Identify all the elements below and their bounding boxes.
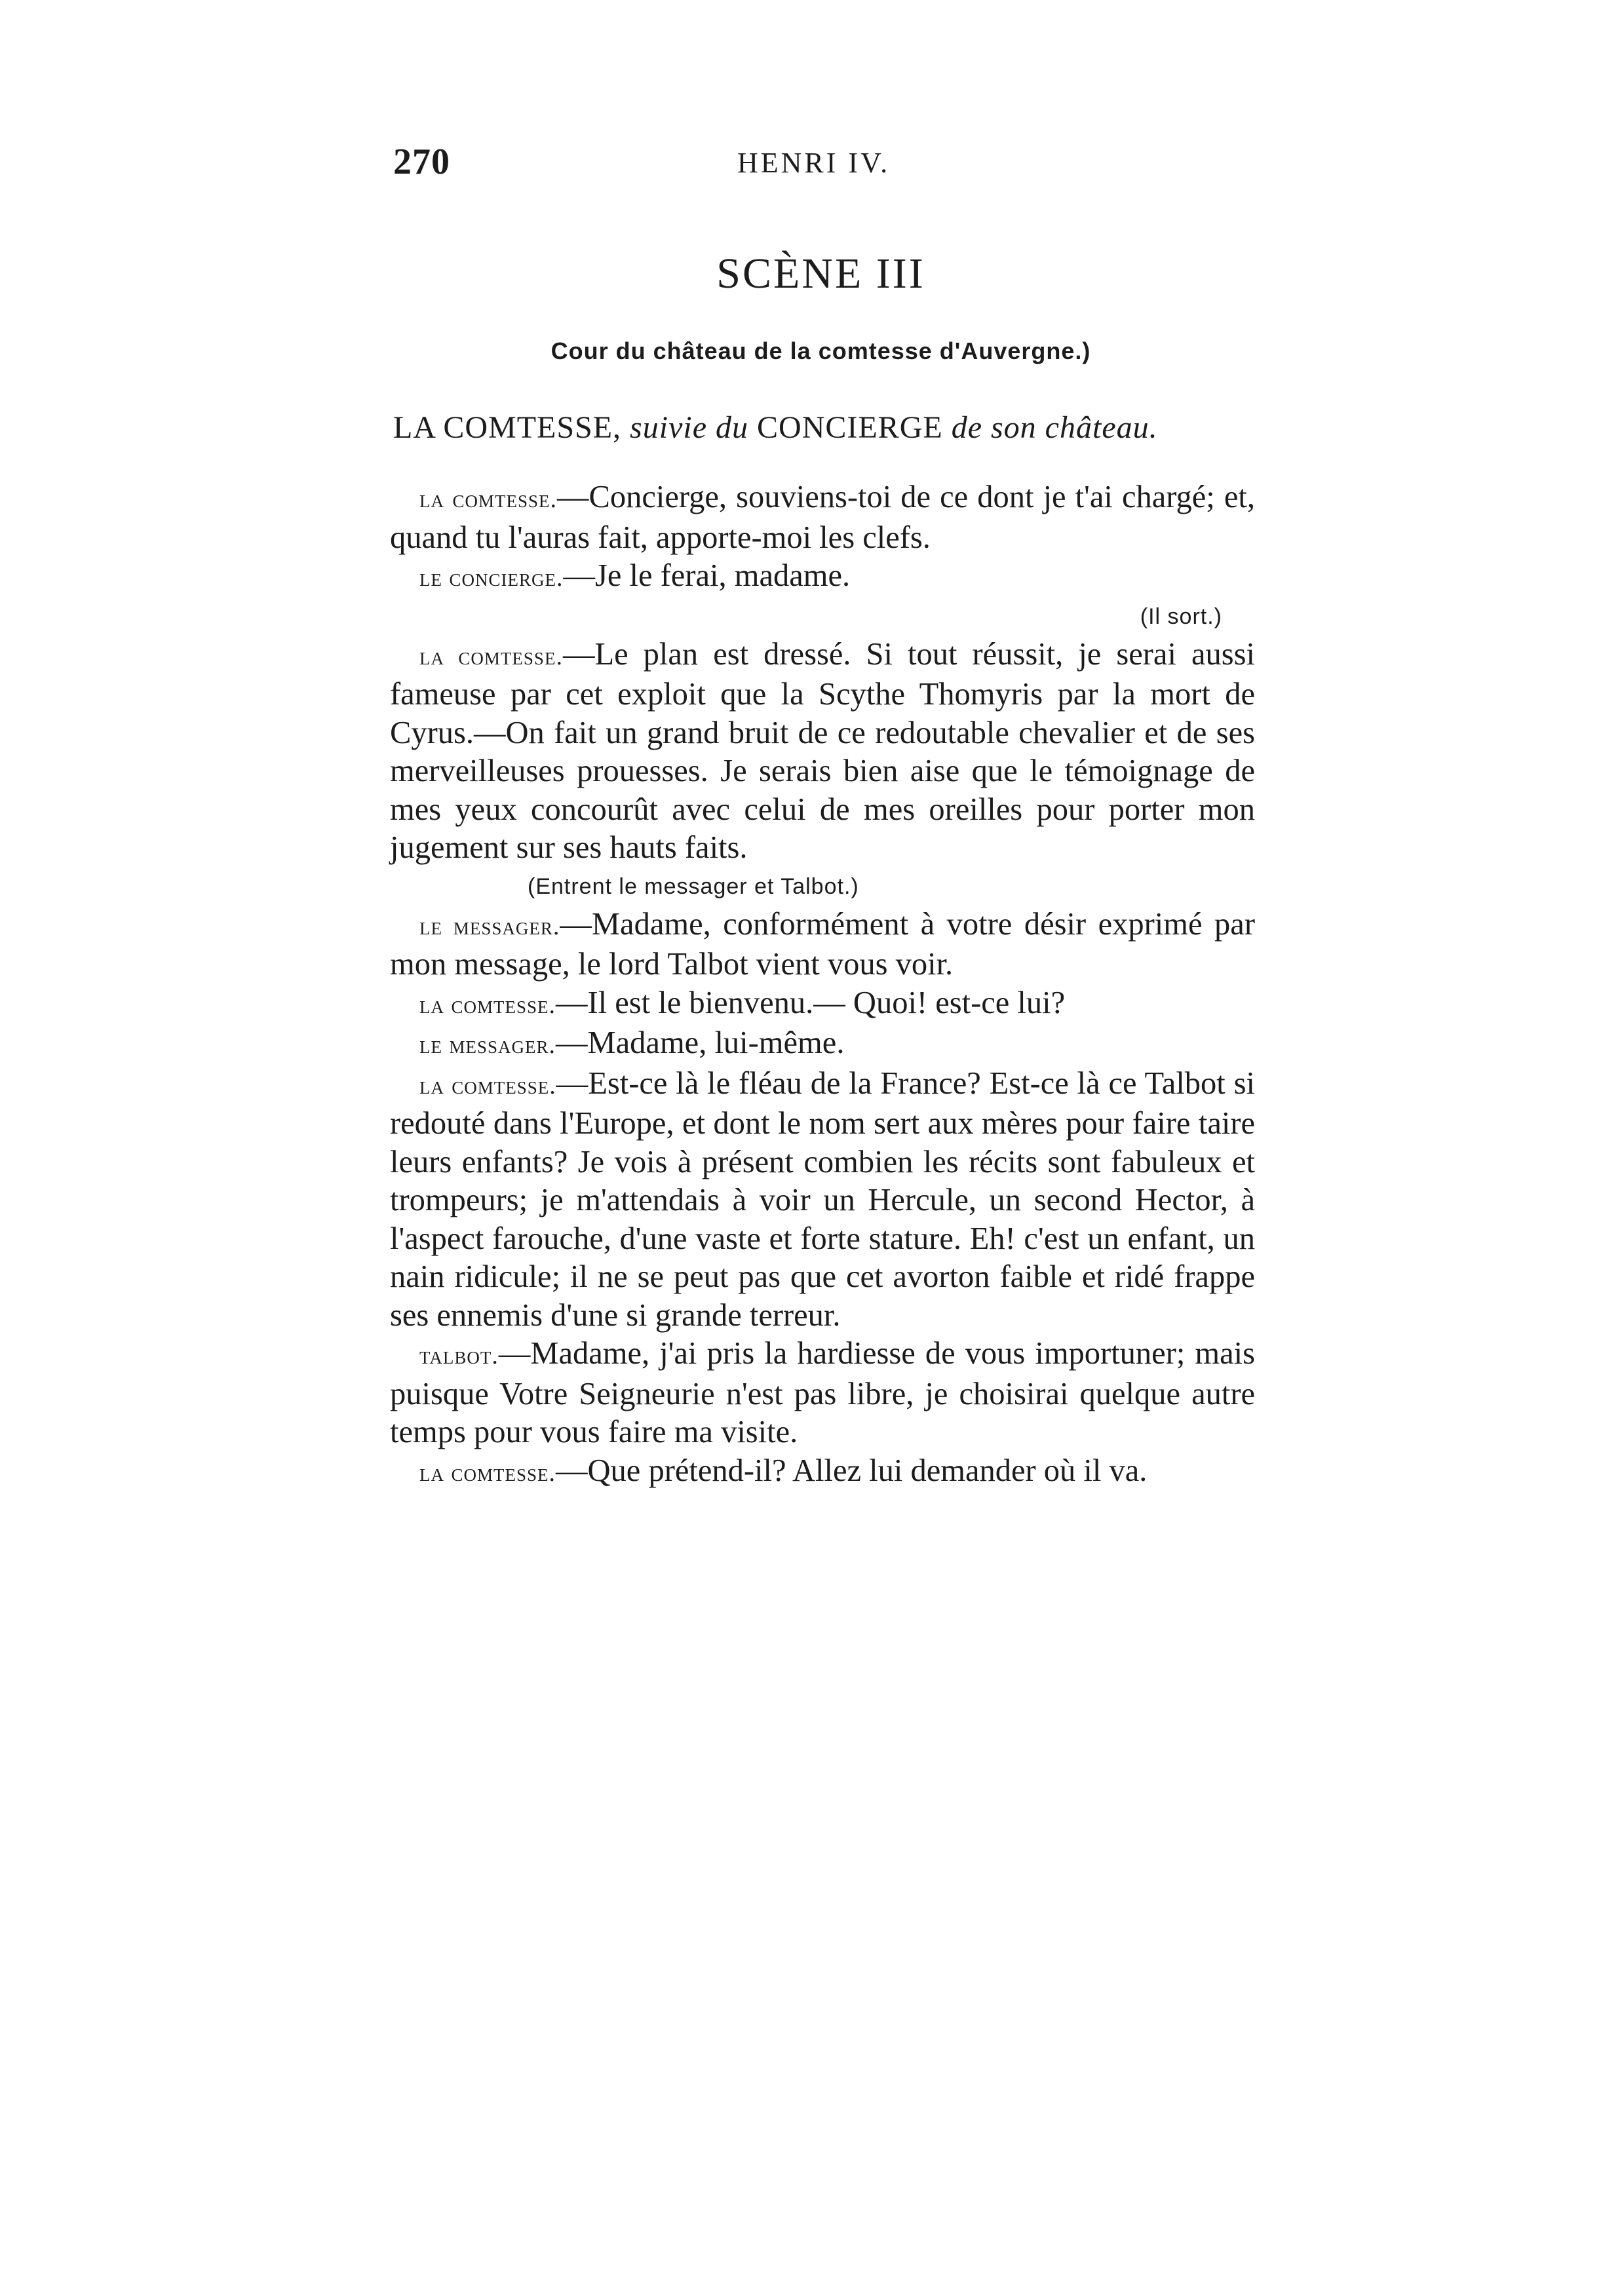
speech-text: —Le plan est dressé. Si tout réussit, je serai aussi fameuse par cet exploit que la Scythe Thomyris par la mort de Cyrus.—On fait un grand bruit de ce redoutable chevalier et de ses merveilleuses prouesses. Je serais bien aise que le témoignage de mes yeux concourût avec celui de mes oreilles pour porter mon jugement sur ses hauts faits.: [390, 636, 1255, 865]
stage-direction: (Entrent le messager et Talbot.): [528, 873, 859, 899]
scene-setting: Cour du château de la comtesse d'Auvergne.): [550, 337, 1091, 364]
dialogue-entry: [390, 636, 1255, 906]
speaker-name: le messager.: [419, 912, 560, 940]
scene-title: SCÈNE III: [716, 250, 925, 297]
speaker-name: le concierge.: [419, 564, 564, 592]
speaker-name: le messager.: [419, 1031, 556, 1059]
speech-text: —Madame, lui-même.: [556, 1025, 845, 1060]
page-number: 270: [393, 142, 450, 182]
dialogue-entry: [390, 1065, 1255, 1335]
speech-text: —Est-ce là le fléau de la France? Est-ce là ce Talbot si redouté dans l'Europe, et dont le nom sert aux mères pour faire taire leurs enfants? Je vois à présent combien les récits sont fabuleux et trompeurs; je m'attendais à voir un Hercule, un second Hector, à l'aspect farouche, d'une vaste et forte stature. Eh! c'est un enfant, un nain ridicule; il ne se peut pas que cet avorton faible et ridé frappe ses ennemis d'une si grande terreur.: [390, 1065, 1255, 1333]
dialogue-entry: [390, 557, 1255, 636]
characters-son-chateau: de son château.: [951, 410, 1158, 445]
dialogue-body: [390, 478, 1255, 1492]
characters-line: [393, 410, 1248, 446]
speech-text: —Madame, j'ai pris la hardiesse de vous importuner; mais puisque Votre Seigneurie n'est pas libre, je choisirai quelque autre temps pour vous faire ma visite.: [390, 1336, 1255, 1449]
speech-text: —Je le ferai, madame.: [563, 558, 851, 593]
speech-text: —Que prétend-il? Allez lui demander où il va.: [556, 1453, 1148, 1488]
speaker-name: la comtesse.: [419, 642, 563, 670]
speaker-name: la comtesse.: [419, 991, 556, 1019]
dialogue-entry: [390, 984, 1255, 1025]
dialogue-entry: [390, 478, 1255, 557]
speaker-name: talbot.: [419, 1342, 499, 1369]
speech-text: —Il est le bienvenu.— Quoi! est-ce lui?: [556, 985, 1066, 1020]
character-comtesse: LA COMTESSE,: [393, 410, 622, 445]
speech-text: —Concierge, souviens-toi de ce dont je t'ai chargé; et, quand tu l'auras fait, apporte-moi les clefs.: [390, 480, 1255, 555]
stage-direction: (Il sort.): [1140, 603, 1222, 629]
running-title: HENRI IV.: [737, 147, 891, 179]
dialogue-entry: [390, 1024, 1255, 1065]
speaker-name: la comtesse.: [419, 1459, 556, 1487]
dialogue-entry: [390, 1452, 1255, 1493]
character-concierge: CONCIERGE: [757, 410, 943, 445]
characters-suivie: suivie du: [630, 410, 749, 445]
speech-text: —Madame, conformément à votre désir exprimé par mon message, le lord Talbot vient vous voir.: [390, 906, 1255, 982]
page-header: [393, 141, 1248, 193]
speaker-name: la comtesse.: [419, 486, 557, 513]
dialogue-entry: [390, 1335, 1255, 1452]
speaker-name: la comtesse.: [419, 1071, 556, 1100]
dialogue-entry: [390, 906, 1255, 984]
